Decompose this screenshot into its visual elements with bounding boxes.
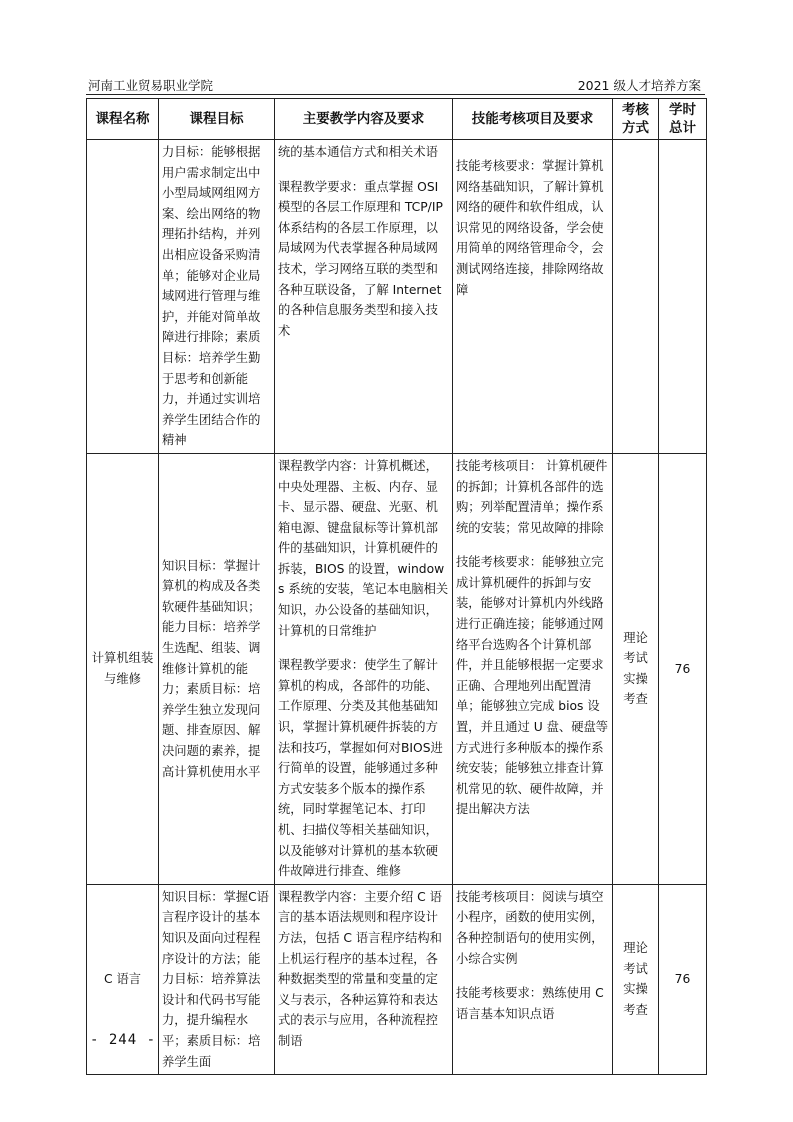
header-document-title: 2021 级人才培养方案 xyxy=(577,78,701,93)
column-header-skill: 技能考核项目及要求 xyxy=(453,99,613,140)
column-header-course-name: 课程名称 xyxy=(87,99,159,140)
table-row xyxy=(87,140,707,454)
course-name-cell: C 语言 xyxy=(87,884,159,1074)
course-name-cell xyxy=(87,140,159,454)
skill-cell xyxy=(453,140,613,454)
content-cell xyxy=(275,884,453,1074)
course-goal-cell: 力目标：能够根据用户需求制定出中小型局域网组网方案、绘出网络的物理拓扑结构，并列出相应设备采购清单；能够对企业局域网进行管理与维护，并能对简单故障进行排除；素质目标：培养学生勤于思考和创新能力，并通过实训培养学生团结合作的精神 xyxy=(159,140,275,454)
skill-paragraph: 技能考核要求：掌握计算机网络基础知识，了解计算机网络的硬件和软件组成，认识常见的网络设备，学会使用简单的网络管理命令，会测试网络连接，排除网络故障 xyxy=(456,159,604,297)
content-paragraph: 课程教学内容：主要介绍 C 语言的基本语法规则和程序设计方法，包括 C 语言程序结构和上机运行程序的基本过程，各种数据类型的常量和变量的定义与表示，各种运算符和表达式的表示与应用，各种流程控制语 xyxy=(278,889,442,1048)
skill-cell xyxy=(453,453,613,884)
method-cell xyxy=(613,140,659,454)
content-cell xyxy=(275,140,453,454)
column-header-method: 考核 方式 xyxy=(613,99,659,140)
table-row xyxy=(87,884,707,1074)
skill-paragraph: 技能考核项目：阅读与填空小程序，函数的使用实例，各种控制语句的使用实例，小综合实例 xyxy=(456,889,604,966)
content-paragraph: 课程教学内容：计算机概述，中央处理器、主板、内存、显卡、显示器、硬盘、光驱、机箱电源、键盘鼠标等计算机部件的基础知识，计算机硬件的拆装，BIOS 的设置，windows 系统的安装，笔记本电脑相关知识，办公设备的基础知识，计算机的日常维护 xyxy=(278,458,449,638)
course-goal-cell: 知识目标：掌握计算机的构成及各类软硬件基础知识；能力目标：培养学生选配、组装、调维修计算机的能力；素质目标：培养学生独立发现问题、排查原因、解决问题的素养，提高计算机使用水平 xyxy=(159,453,275,884)
content-cell xyxy=(275,453,453,884)
table-header-row xyxy=(87,99,707,140)
course-goal-cell: 知识目标：掌握C语言程序设计的基本知识及面向过程程序设计的方法；能力目标：培养算法设计和代码书写能力，提升编程水平；素质目标：培养学生面 xyxy=(159,884,275,1074)
table-row xyxy=(87,453,707,884)
skill-paragraph: 技能考核项目： 计算机硬件的拆卸；计算机各部件的选购；列举配置清单；操作系统的安装；常见故障的排除 xyxy=(456,458,608,535)
skill-requirement: 技能考核要求：熟练使用 C 语言基本知识点语 xyxy=(456,986,604,1021)
hours-cell xyxy=(659,140,707,454)
skill-cell xyxy=(453,884,613,1074)
header-school-name: 河南工业贸易职业学院 xyxy=(88,78,214,93)
course-name-cell: 计算机组装与维修 xyxy=(87,453,159,884)
skill-requirement: 技能考核要求：能够独立完成计算机硬件的拆卸与安装，能够对计算机内外线路进行正确连接；能够通过网络平台选购各个计算机部件，并且能够根据一定要求正确、合理地列出配置清单；能够独立完成 bios 设置，并且通过 U 盘、硬盘等方式进行多种版本的操作系统安装；能够独立排查计算机常见的软、硬件故障，并提出解决方法 xyxy=(456,555,609,817)
hours-cell: 76 xyxy=(659,884,707,1074)
method-cell: 理论 考试 实操 考查 xyxy=(613,453,659,884)
method-cell: 理论 考试 实操 考查 xyxy=(613,884,659,1074)
column-header-hours: 学时 总计 xyxy=(659,99,707,140)
page-number: - 244 - xyxy=(90,1032,157,1048)
column-header-content: 主要教学内容及要求 xyxy=(275,99,453,140)
course-table xyxy=(86,98,707,1075)
content-paragraph: 统的基本通信方式和相关术语 xyxy=(278,145,438,159)
content-requirement: 课程教学要求：重点掌握 OSI 模型的各层工作原理和 TCP/IP 体系结构的各层工作原理，以局域网为代表掌握各种局域网技术，学习网络互联的类型和各种互联设备，了解 Internet 的各种信息服务类型和接入技术 xyxy=(278,179,443,338)
hours-cell: 76 xyxy=(659,453,707,884)
column-header-course-goal: 课程目标 xyxy=(159,99,275,140)
content-requirement: 课程教学要求：使学生了解计算机的构成，各部件的功能、工作原理、分类及其他基础知识，掌握计算机硬件拆装的方法和技巧，掌握如何对BIOS进行简单的设置，能够通过多种方式安装多个版本的操作系统，同时掌握笔记本、打印机、扫描仪等相关基础知识，以及能够对计算机的基本软硬件故障进行排查、维修 xyxy=(278,658,443,879)
header-divider xyxy=(86,94,705,95)
